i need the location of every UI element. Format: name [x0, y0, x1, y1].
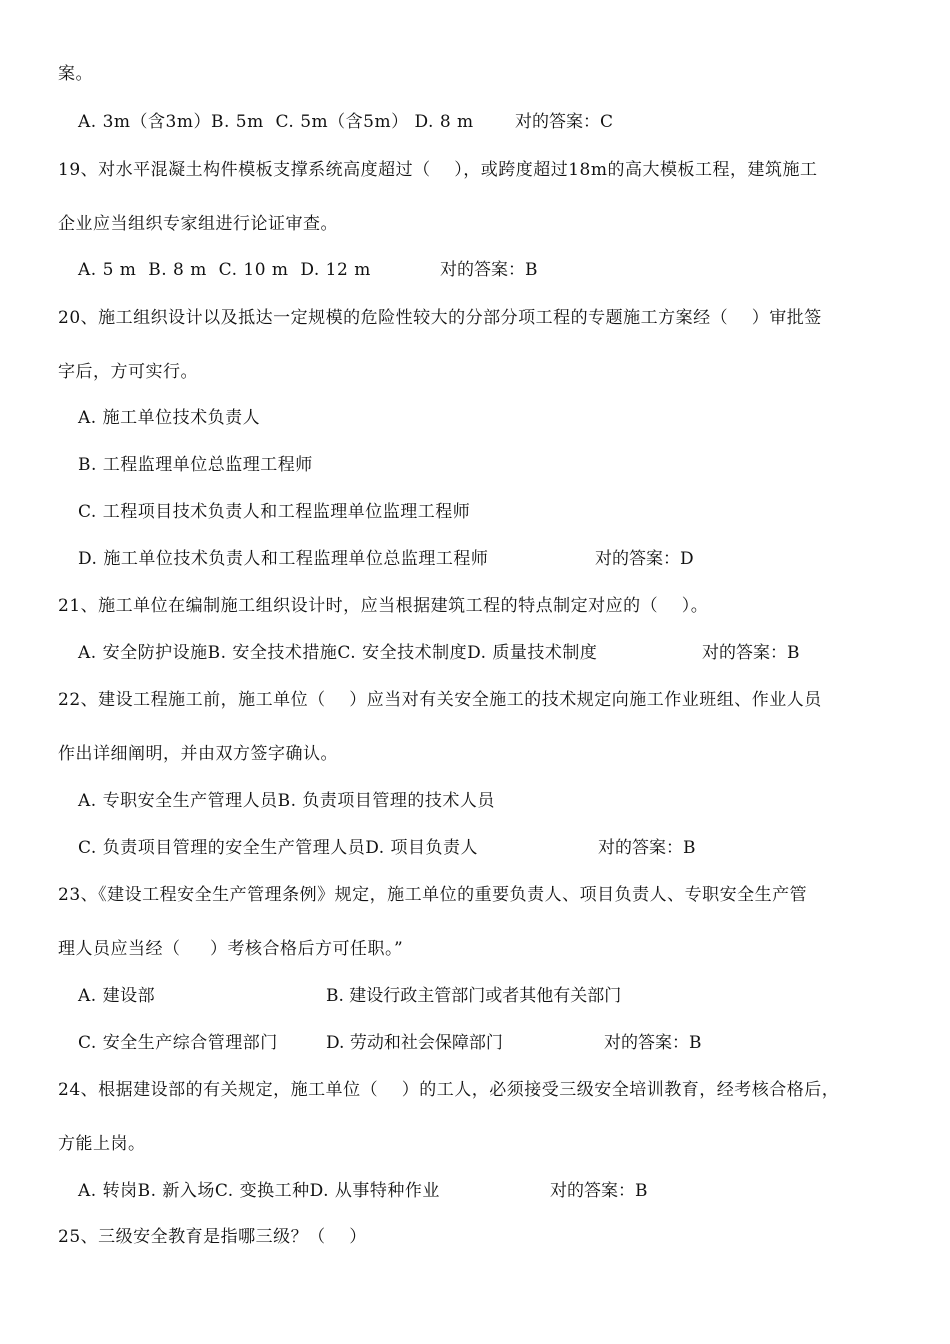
question-20: 20、施工组织设计以及抵达一定规模的危险性较大的分部分项工程的专题施工方案经（ ）审批签	[58, 308, 822, 328]
text-line: 方能上岗。	[58, 1134, 146, 1154]
answer-text: 对的答案：D	[595, 549, 694, 569]
text-line: 企业应当组织专家组进行论证审查。	[58, 214, 338, 234]
question-19: 19、对水平混凝土构件模板支撑系统高度超过（ ），或跨度超过18m的高大模板工程，建筑施工	[58, 160, 818, 180]
text-line: 理人员应当经（ ）考核合格后方可任职。”	[58, 939, 404, 959]
option-line-d: D. 劳动和社会保障部门	[326, 1033, 503, 1053]
question-22: 22、建设工程施工前，施工单位（ ）应当对有关安全施工的技术规定向施工作业班组、作业人员	[58, 690, 822, 710]
text-line: 字后，方可实行。	[58, 362, 198, 382]
answer-text: 对的答案：B	[440, 260, 538, 280]
text-line: 案。	[58, 64, 93, 84]
option-line: A. 5 m B. 8 m C. 10 m D. 12 m	[78, 260, 371, 280]
option-line: A. 专职安全生产管理人员B. 负责项目管理的技术人员	[78, 791, 495, 811]
option-line: C. 工程项目技术负责人和工程监理单位监理工程师	[78, 502, 471, 522]
answer-text: 对的答案：B	[550, 1181, 648, 1201]
option-line: A. 建设部	[78, 986, 156, 1006]
option-line: A. 施工单位技术负责人	[78, 408, 261, 428]
option-line: D. 施工单位技术负责人和工程监理单位总监理工程师	[78, 549, 489, 569]
question-23: 23、《建设工程安全生产管理条例》规定，施工单位的重要负责人、项目负责人、专职安全生产管	[58, 885, 808, 905]
answer-text: 对的答案：B	[702, 643, 800, 663]
option-line: B. 工程监理单位总监理工程师	[78, 455, 313, 475]
option-line: C. 安全生产综合管理部门	[78, 1033, 278, 1053]
text-line: 作出详细阐明，并由双方签字确认。	[58, 744, 338, 764]
option-line: A. 转岗B. 新入场C. 变换工种D. 从事特种作业	[78, 1181, 440, 1201]
option-line-b: B. 建设行政主管部门或者其他有关部门	[326, 986, 622, 1006]
question-25: 25、三级安全教育是指哪三级？（ ）	[58, 1227, 367, 1247]
question-21: 21、施工单位在编制施工组织设计时，应当根据建筑工程的特点制定对应的（ ）。	[58, 596, 709, 616]
answer-text: 对的答案：B	[604, 1033, 702, 1053]
question-24: 24、根据建设部的有关规定，施工单位（ ）的工人，必须接受三级安全培训教育，经考核合格后，	[58, 1080, 840, 1100]
option-line: A. 安全防护设施B. 安全技术措施C. 安全技术制度D. 质量技术制度	[78, 643, 598, 663]
answer-text: 对的答案：C	[515, 112, 614, 132]
answer-text: 对的答案：B	[598, 838, 696, 858]
option-line: A. 3m（含3m）B. 5m C. 5m（含5m） D. 8 m	[78, 112, 474, 132]
option-line: C. 负责项目管理的安全生产管理人员D. 项目负责人	[78, 838, 479, 858]
